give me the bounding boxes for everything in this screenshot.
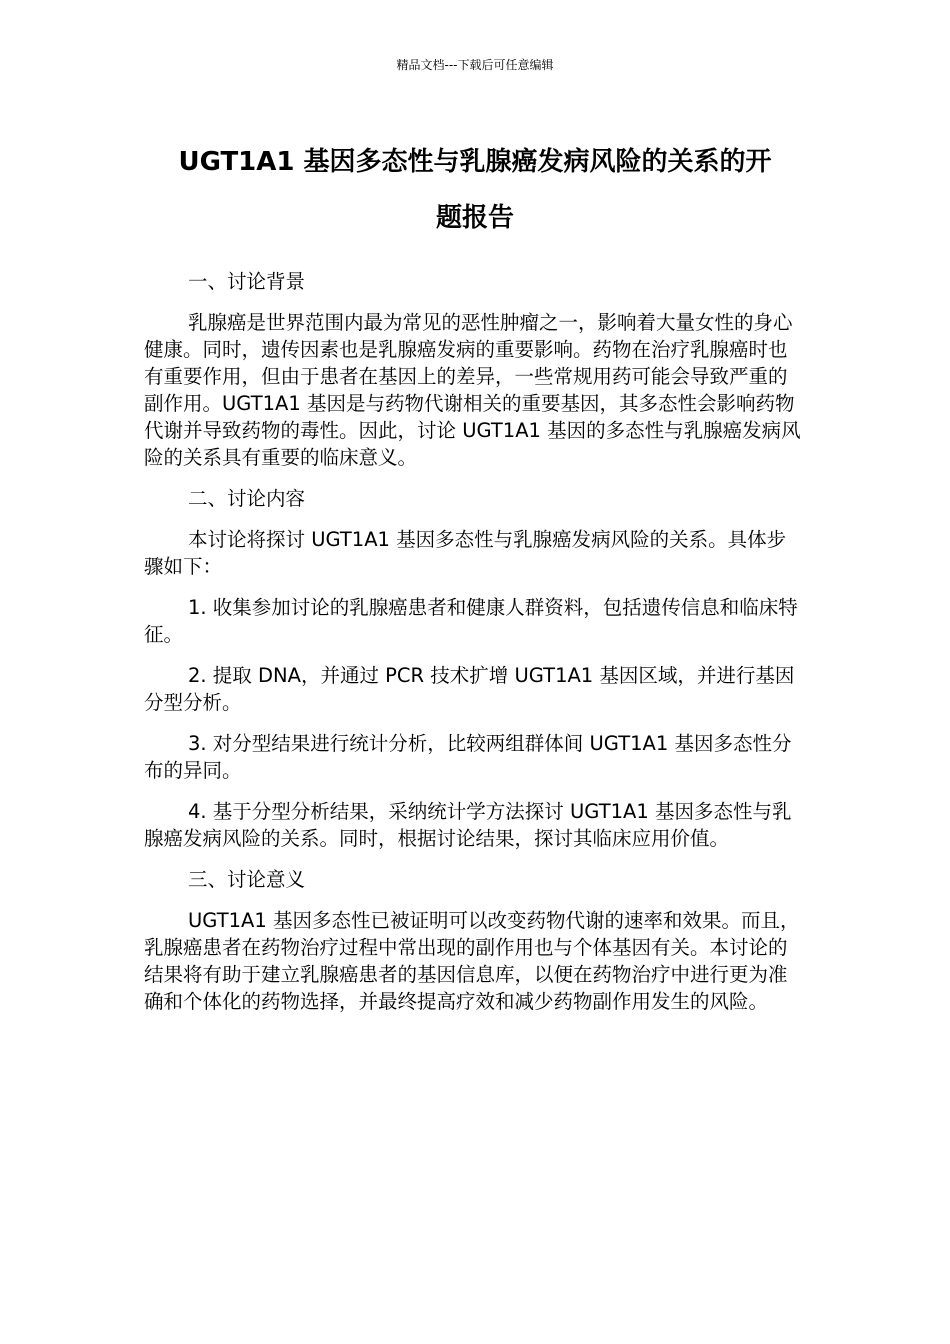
document-title bbox=[120, 134, 830, 246]
document-body bbox=[144, 268, 804, 1029]
section-heading-content: 二、讨论内容 bbox=[188, 487, 306, 510]
section-heading-significance: 三、讨论意义 bbox=[188, 868, 306, 891]
paragraph: UGT1A1 基因多态性已被证明可以改变药物代谢的速率和效果。而且，乳腺癌患者在药物治疗过程中常出现的副作用也与个体基因有关。本讨论的结果将有助于建立乳腺癌患者的基因信息库，以便在药物治疗中进行更为准确和个体化的药物选择，并最终提高疗效和减少药物副作用发生的风险。 bbox=[144, 909, 800, 1013]
list-item-step-3: 3. 对分型结果进行统计分析，比较两组群体间 UGT1A1 基因多态性分布的异同。 bbox=[144, 732, 792, 782]
list-item-step-1: 1. 收集参加讨论的乳腺癌患者和健康人群资料，包括遗传信息和临床特征。 bbox=[144, 596, 798, 646]
title-line-2: 题报告 bbox=[435, 203, 514, 233]
page-header: 精品文档---下载后可任意编辑 bbox=[396, 58, 554, 72]
title-line-1: UGT1A1 基因多态性与乳腺癌发病风险的关系的开 bbox=[178, 147, 772, 177]
section-heading-background: 一、讨论背景 bbox=[188, 270, 306, 293]
paragraph: 本讨论将探讨 UGT1A1 基因多态性与乳腺癌发病风险的关系。具体步骤如下： bbox=[144, 528, 787, 578]
list-item-step-4: 4. 基于分型分析结果，采纳统计学方法探讨 UGT1A1 基因多态性与乳腺癌发病风险的关系。同时，根据讨论结果，探讨其临床应用价值。 bbox=[144, 800, 792, 850]
list-item-step-2: 2. 提取 DNA，并通过 PCR 技术扩增 UGT1A1 基因区域，并进行基因分型分析。 bbox=[144, 664, 795, 714]
paragraph: 乳腺癌是世界范围内最为常见的恶性肿瘤之一，影响着大量女性的身心健康。同时，遗传因素也是乳腺癌发病的重要影响。药物在治疗乳腺癌时也有重要作用，但由于患者在基因上的差异，一些常规用药可能会导致严重的副作用。UGT1A1 基因是与药物代谢相关的重要基因，其多态性会影响药物代谢并导致药物的毒性。因此，讨论 UGT1A1 基因的多态性与乳腺癌发病风险的关系具有重要的临床意义。 bbox=[144, 311, 801, 469]
